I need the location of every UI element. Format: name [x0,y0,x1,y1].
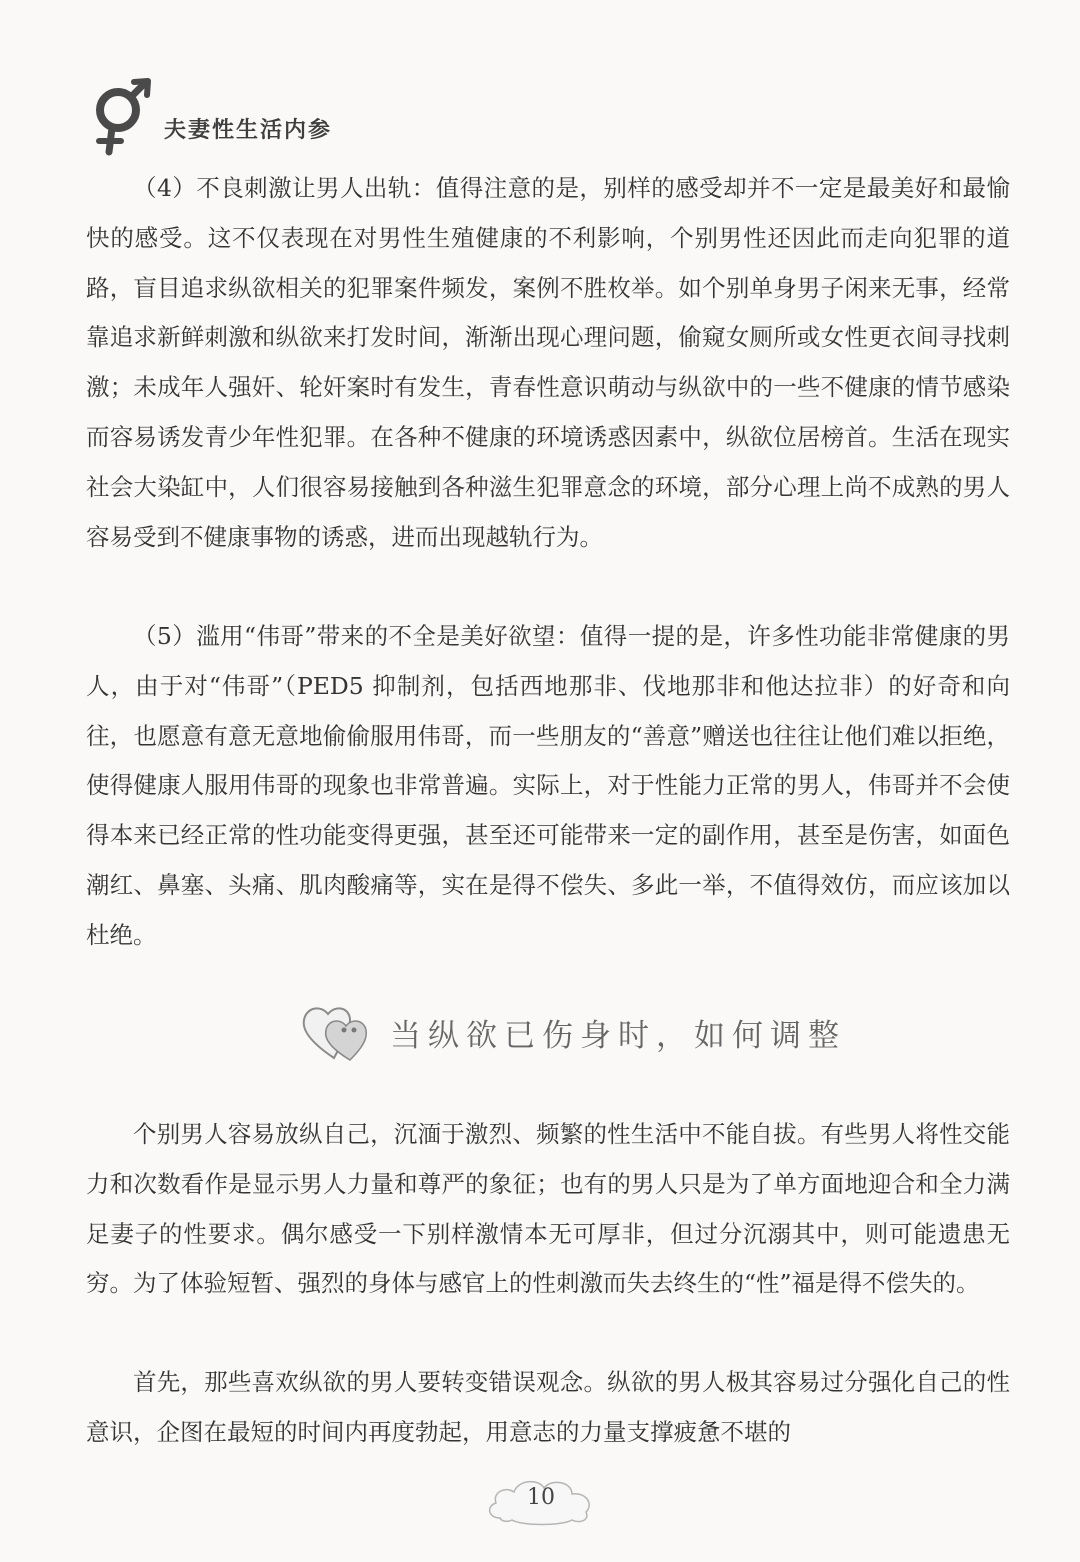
paragraph-indulgence: 个别男人容易放纵自己，沉湎于激烈、频繁的性生活中不能自拔。有些男人将性交能力和次数看作是显示男人力量和尊严的象征；也有的男人只是为了单方面地迎合和全力满足妻子的性要求。偶尔感受一下别样激情本无可厚非，但过分沉溺其中，则可能遗患无穷。为了体验短暂、强烈的身体与感官上的性刺激而失去终生的“性”福是得不偿失的。 [86,1120,1010,1298]
book-title: 夫妻性生活内参 [164,118,333,143]
section-heading-text: 当纵欲已伤身时，如何调整 [390,1017,846,1054]
page-header [88,78,332,156]
paragraph-excessive-stimulation: （4）不良刺激让男人出轨：值得注意的是，别样的感受却并不一定是最美好和最愉快的感受。这不仅表现在对男性生殖健康的不利影响，个别男性还因此而走向犯罪的道路，盲目追求纵欲相关的犯罪案件频发，案例不胜枚举。如个别单身男子闲来无事，经常靠追求新鲜刺激和纵欲来打发时间，渐渐出现心理问题，偷窥女厕所或女性更衣间寻找刺激；未成年人强奸、轮奸案时有发生，青春性意识萌动与纵欲中的一些不健康的情节感染而容易诱发青少年性犯罪。在各种不健康的环境诱惑因素中，纵欲位居榜首。生活在现实社会大染缸中，人们很容易接触到各种滋生犯罪意念的环境，部分心理上尚不成熟的男人容易受到不健康事物的诱惑，进而出现越轨行为。 [86,174,1010,551]
paragraph-viagra-abuse: （5）滥用“伟哥”带来的不全是美好欲望：值得一提的是，许多性功能非常健康的男人，由于对“伟哥”（PED5 抑制剂，包括西地那非、伐地那非和他达拉非）的好奇和向往，也愿意有意无意地偷偷服用伟哥，而一些朋友的“善意”赠送也往往让他们难以拒绝，使得健康人服用伟哥的现象也非常普遍。实际上，对于性能力正常的男人，伟哥并不会使得本来已经正常的性功能变得更强，甚至还可能带来一定的副作用，甚至是伤害，如面色潮红、鼻塞、头痛、肌肉酸痛等，实在是得不偿失、多此一举，不值得效仿，而应该加以杜绝。 [86,622,1010,949]
page-number-badge [482,1474,600,1528]
hearts-icon [300,1000,378,1064]
paragraph-change-mindset: 首先，那些喜欢纵欲的男人要转变错误观念。纵欲的男人极其容易过分强化自己的性意识，企图在最短的时间内再度勃起，用意志的力量支撑疲惫不堪的 [86,1368,1010,1446]
gender-symbol-icon [88,78,158,156]
section-heading [300,1000,846,1064]
page-number: 10 [527,1485,555,1510]
